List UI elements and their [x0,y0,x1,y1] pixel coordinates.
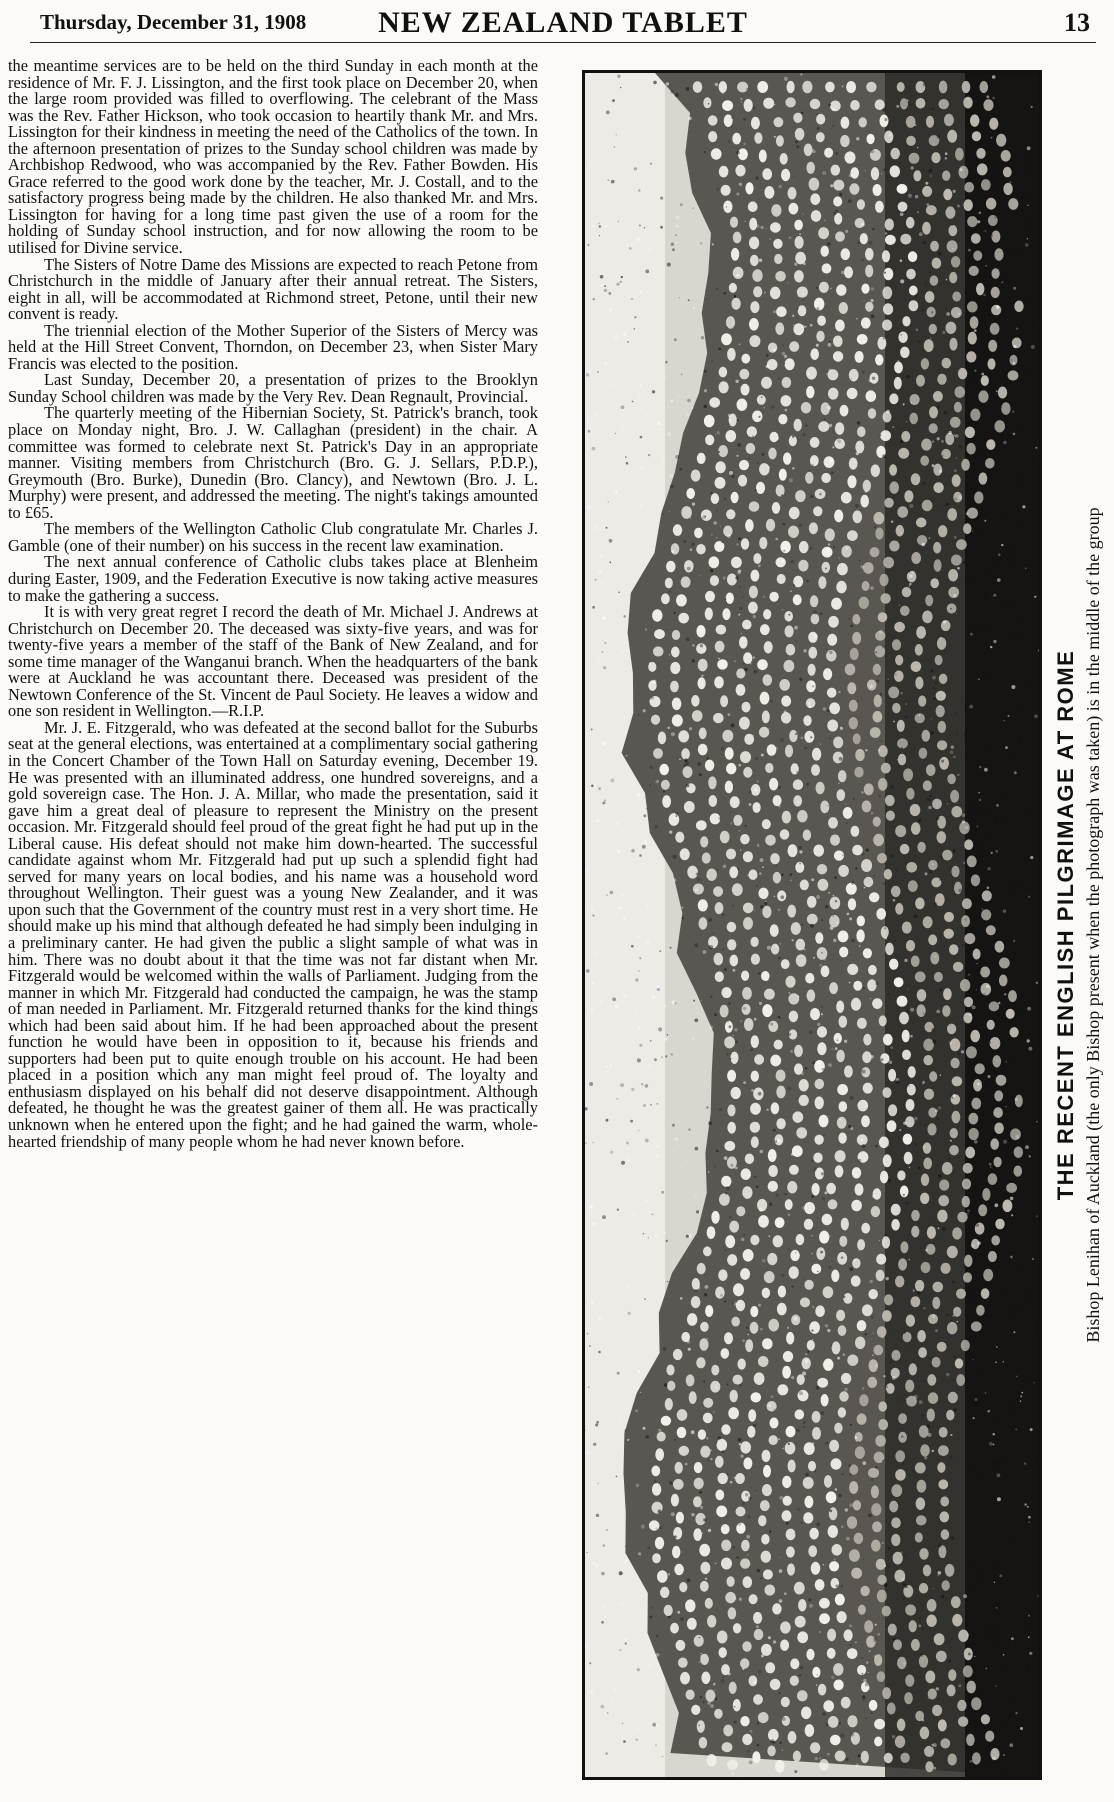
article-column [8,58,538,1798]
paragraph-mother-superior: The triennial election of the Mother Superior of the Sisters of Mercy was held at the Hill Street Convent, Thorndon, on December 23, when Sister Mary Francis was elected to the position. [8,320,538,373]
newspaper-title: NEW ZEALAND TABLET [378,6,748,39]
photo-caption [1042,70,1114,1780]
paragraph-obituary: It is with very great regret I record the death of Mr. Michael J. Andrews at Christchurch on December 20. The deceased was sixty-five years, and was for twenty-five years a member of the staff of the Bank of New Zealand, and for some time manager of the Wanganui branch. When the headquarters of the bank were at Auckland he was accountant there. Deceased was president of the Newtown Conference of the St. Vincent de Paul Society. He leaves a widow and one son resident in Wellington.—R.I.P. [8,602,538,721]
paragraph-fitzgerald: Mr. J. E. Fitzgerald, who was defeated at the second ballot for the Suburbs seat at the general elections, was entertained at a complimentary social gathering in the Concert Chamber of the Town Hall on Saturday evening, December 19. He was presented with an illuminated address, one hundred sovereigns, and a gold sovereign case. The Hon. J. A. Millar, who made the presentation, said it gave him a great deal of pleasure to represent the Ministry on the present occasion. Mr. Fitzgerald should feel proud of the great fight he had put up in the Liberal cause. His defeat should not make him down-hearted. The successful candidate against whom Mr. Fitzgerald had put up such a splendid fight had served for many years on local bodies, and his name was a household word throughout Wellington. Their guest was a young New Zealander, and it was upon such that the Government of the country must rest in a very short time. He should make up his mind that although defeated he had simply been indulging in a preliminary canter. He had given the public a slight sample of what was in him. There was no doubt about it that the time was not far distant when Mr. Fitzgerald would be welcomed within the walls of Parliament. Judging from the manner in which Mr. Fitzgerald had conducted the campaign, he was the stamp of man needed in Parliament. Mr. Fitzgerald returned thanks for the kind things which had been said about him. If he had been approached about the present function he would have been in opposition to it, because his friends and supporters had been put to quite enough trouble on his account. He had been placed in a position which any man might feel proud of. The loyalty and enthusiasm displayed on his behalf did not deserve disappointment. Although defeated, he thought he was the greatest gainer of them all. He was practically unknown when he entered upon the fight; and he had gained the warm, whole-hearted friendship of many people whom he had never known before. [8,717,538,1151]
page-number: 13 [1064,8,1090,37]
paragraph-services: the meantime services are to be held on the third Sunday in each month at the residence of Mr. F. J. Lissington, and the first took place on December 20, when the large room provided was filled to overflowing. The celebrant of the Mass was the Rev. Father Hickson, who took occasion to heartily thank Mr. and Mrs. Lissington for their kindness in meeting the need of the Catholics of the town. In the afternoon presentation of prizes to the Sunday school children was made by Archbishop Redwood, who was accompanied by the Rev. Father Bowden. His Grace referred to the good work done by the teacher, Mr. J. Costall, and to the satisfactory progress being made by the children. He also thanked Mr. and Mrs. Lissington for having for a long time past given the use of a room for the holding of Sunday school instruction, and for now allowing the room to be utilised for Divine service. [8,58,538,258]
paragraph-sisters-notre-dame: The Sisters of Notre Dame des Missions are expected to reach Petone from Christchurch in the middle of January after their annual retreat. The Sisters, eight in all, will be accommodated at Richmond street, Petone, until their new convent is ready. [8,254,538,324]
paragraph-conference: The next annual conference of Catholic clubs takes place at Blenheim during Easter, 1909, and the Federation Executive is now taking active measures to make the gathering a success. [8,552,538,605]
caption-title: THE RECENT ENGLISH PILGRIMAGE AT ROME [1053,649,1078,1201]
masthead [30,6,1096,43]
paragraph-catholic-club: The members of the Wellington Catholic Club congratulate Mr. Charles J. Gamble (one of their number) on his success in the recent law examination. [8,519,538,555]
pilgrimage-photograph [582,70,1042,1780]
caption-subtitle: Bishop Lenihan of Auckland (the only Bishop present when the photograph was taken) is in the middle of the group [1083,507,1103,1343]
paragraph-hibernian-society: The quarterly meeting of the Hibernian Society, St. Patrick's branch, took place on Monday night, Bro. J. W. Callaghan (president) in the chair. A committee was formed to celebrate next St. Patrick's Day in an appropriate manner. Visiting members from Christchurch (Bro. G. J. Sellars, P.D.P.), Greymouth (Bro. Burke), Dunedin (Bro. Clancy), and Newtown (Bro. J. L. Murphy) were present, and addressed the meeting. The night's takings amounted to £65. [8,403,538,522]
issue-date: Thursday, December 31, 1908 [40,10,307,34]
paragraph-brooklyn-prizes: Last Sunday, December 20, a presentation of prizes to the Brooklyn Sunday School children was made by the Very Rev. Dean Regnault, Provincial. [8,370,538,406]
group-photo-image [585,73,1039,1777]
